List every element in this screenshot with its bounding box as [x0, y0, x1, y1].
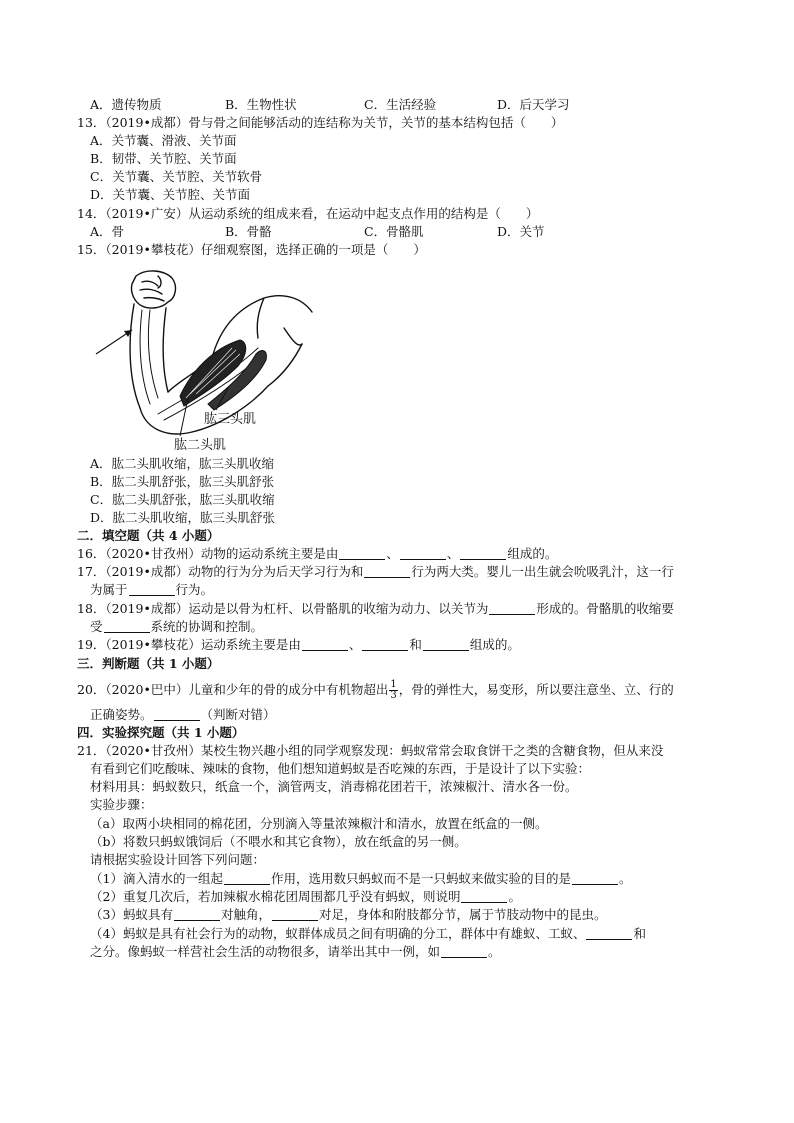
section-true-false-title: 三．判断题（共 1 小题）: [77, 656, 220, 671]
q14-option-a: A．骨: [90, 224, 125, 239]
biceps-label: 肱二头肌: [174, 438, 227, 453]
q15-option-d: D．肱二头肌收缩，肱三头肌舒张: [90, 510, 276, 525]
q21-sub3: （3）蚂蚁具有 对触角， 对足，身体和附肢都分节，属于节肢动物中的昆虫。: [90, 907, 607, 922]
q21-steps-title: 实验步骤：: [90, 797, 153, 812]
q14-option-c: C．骨骼肌: [364, 224, 424, 239]
q12-option-d: D．后天学习: [497, 97, 570, 112]
q12-option-a: A．遗传物质: [90, 97, 162, 112]
section-experiment-title: 四．实验探究题（共 1 小题）: [77, 725, 245, 740]
q15-option-a: A．肱二头肌收缩，肱三头肌收缩: [90, 456, 275, 471]
q20-line2: 正确姿势。 （判断对错）: [90, 707, 276, 722]
q19: 19．（2019•攀枝花）运动系统主要是由 、 和 组成的。: [77, 637, 520, 652]
q21-step-b: （b）将数只蚂蚁饿饲后（不喂水和其它食物），放在纸盒的另一侧。: [90, 834, 467, 849]
arm-muscle-drawing: [88, 268, 318, 458]
q14-option-d: D．关节: [497, 224, 545, 239]
biceps-muscle: [180, 340, 246, 406]
q20-line1: 20．（2020•巴中）儿童和少年的骨的成分中有机物超出 $\frac{1}{3}$ ，骨的弹性大，易变形，所以要注意坐、立、行的: [77, 679, 674, 701]
q18-line1: 18．（2019•成都）运动是以骨为杠杆、以骨骼肌的收缩为动力、以关节为 形成的。骨骼肌的收缩要: [77, 601, 674, 616]
q21-sub1: （1）滴入清水的一组起 作用，选用数只蚂蚁而不是一只蚂蚁来做实验的目的是 。: [90, 871, 632, 886]
q15-stem: 15．（2019•攀枝花）仔细观察图，选择正确的一项是（ ）: [77, 242, 426, 257]
q17-line1: 17．（2019•成都）动物的行为分为后天学习行为和 行为两大类。婴儿一出生就会吮吸乳汁，这一行: [77, 564, 674, 579]
q12-option-c: C．生活经验: [364, 97, 437, 112]
q12-option-b: B．生物性状: [225, 97, 297, 112]
q18-line2: 受 系统的协调和控制。: [90, 619, 264, 634]
q21-sub2: （2）重复几次后，若加辣椒水棉花团周围都几乎没有蚂蚁，则说明 。: [90, 889, 521, 904]
q13-option-d: D．关节囊、关节腔、关节面: [90, 187, 251, 202]
triceps-label: 肱三头肌: [204, 412, 257, 427]
arm-muscle-figure: [88, 268, 318, 458]
q16: 16．（2020•甘孜州）动物的运动系统主要是由 、 、 组成的。: [77, 546, 558, 561]
q13-stem: 13．（2019•成都）骨与骨之间能够活动的连结称为关节，关节的基本结构包括（ ）: [77, 115, 564, 130]
q21-line1: 21．（2020•甘孜州）某校生物兴趣小组的同学观察发现：蚂蚁常常会取食饼干之类的含糖食物，但从来没: [77, 743, 664, 758]
q21-sub4: （4）蚂蚁是具有社会行为的动物，蚁群体成员之间有明确的分工，群体中有雄蚁、工蚁、 和: [90, 926, 646, 941]
q17-line2: 为属于 行为。: [90, 582, 214, 597]
q13-option-a: A．关节囊、滑液、关节面: [90, 133, 237, 148]
q21-ask: 请根据实验设计回答下列问题：: [90, 852, 266, 867]
section-fill-blank-title: 二．填空题（共 4 小题）: [77, 528, 220, 543]
q21-materials: 材料用具：蚂蚁数只，纸盒一个，滴管两支，消毒棉花团若干，浓辣椒汁、清水各一份。: [90, 779, 578, 794]
q15-option-b: B．肱二头肌舒张，肱三头肌舒张: [90, 474, 275, 489]
q21-line2: 有看到它们吃酸味、辣味的食物，他们想知道蚂蚁是否吃辣的东西，于是设计了以下实验：: [90, 761, 591, 776]
q21-step-a: （a）取两小块相同的棉花团，分别滴入等量浓辣椒汁和清水，放置在纸盒的一侧。: [90, 816, 548, 831]
q13-option-b: B．韧带、关节腔、关节面: [90, 151, 237, 166]
q15-option-c: C．肱二头肌舒张，肱三头肌收缩: [90, 492, 275, 507]
q14-option-b: B．骨骼: [225, 224, 272, 239]
fraction-one-third: $\frac{1}{3}$: [390, 679, 397, 701]
q13-option-c: C．关节囊、关节腔、关节软骨: [90, 169, 263, 184]
q14-stem: 14．（2019•广安）从运动系统的组成来看，在运动中起支点作用的结构是（ ）: [77, 206, 539, 221]
q21-sub5: 之分。像蚂蚁一样营社会生活的动物很多，请举出其中一例，如 。: [90, 944, 501, 959]
